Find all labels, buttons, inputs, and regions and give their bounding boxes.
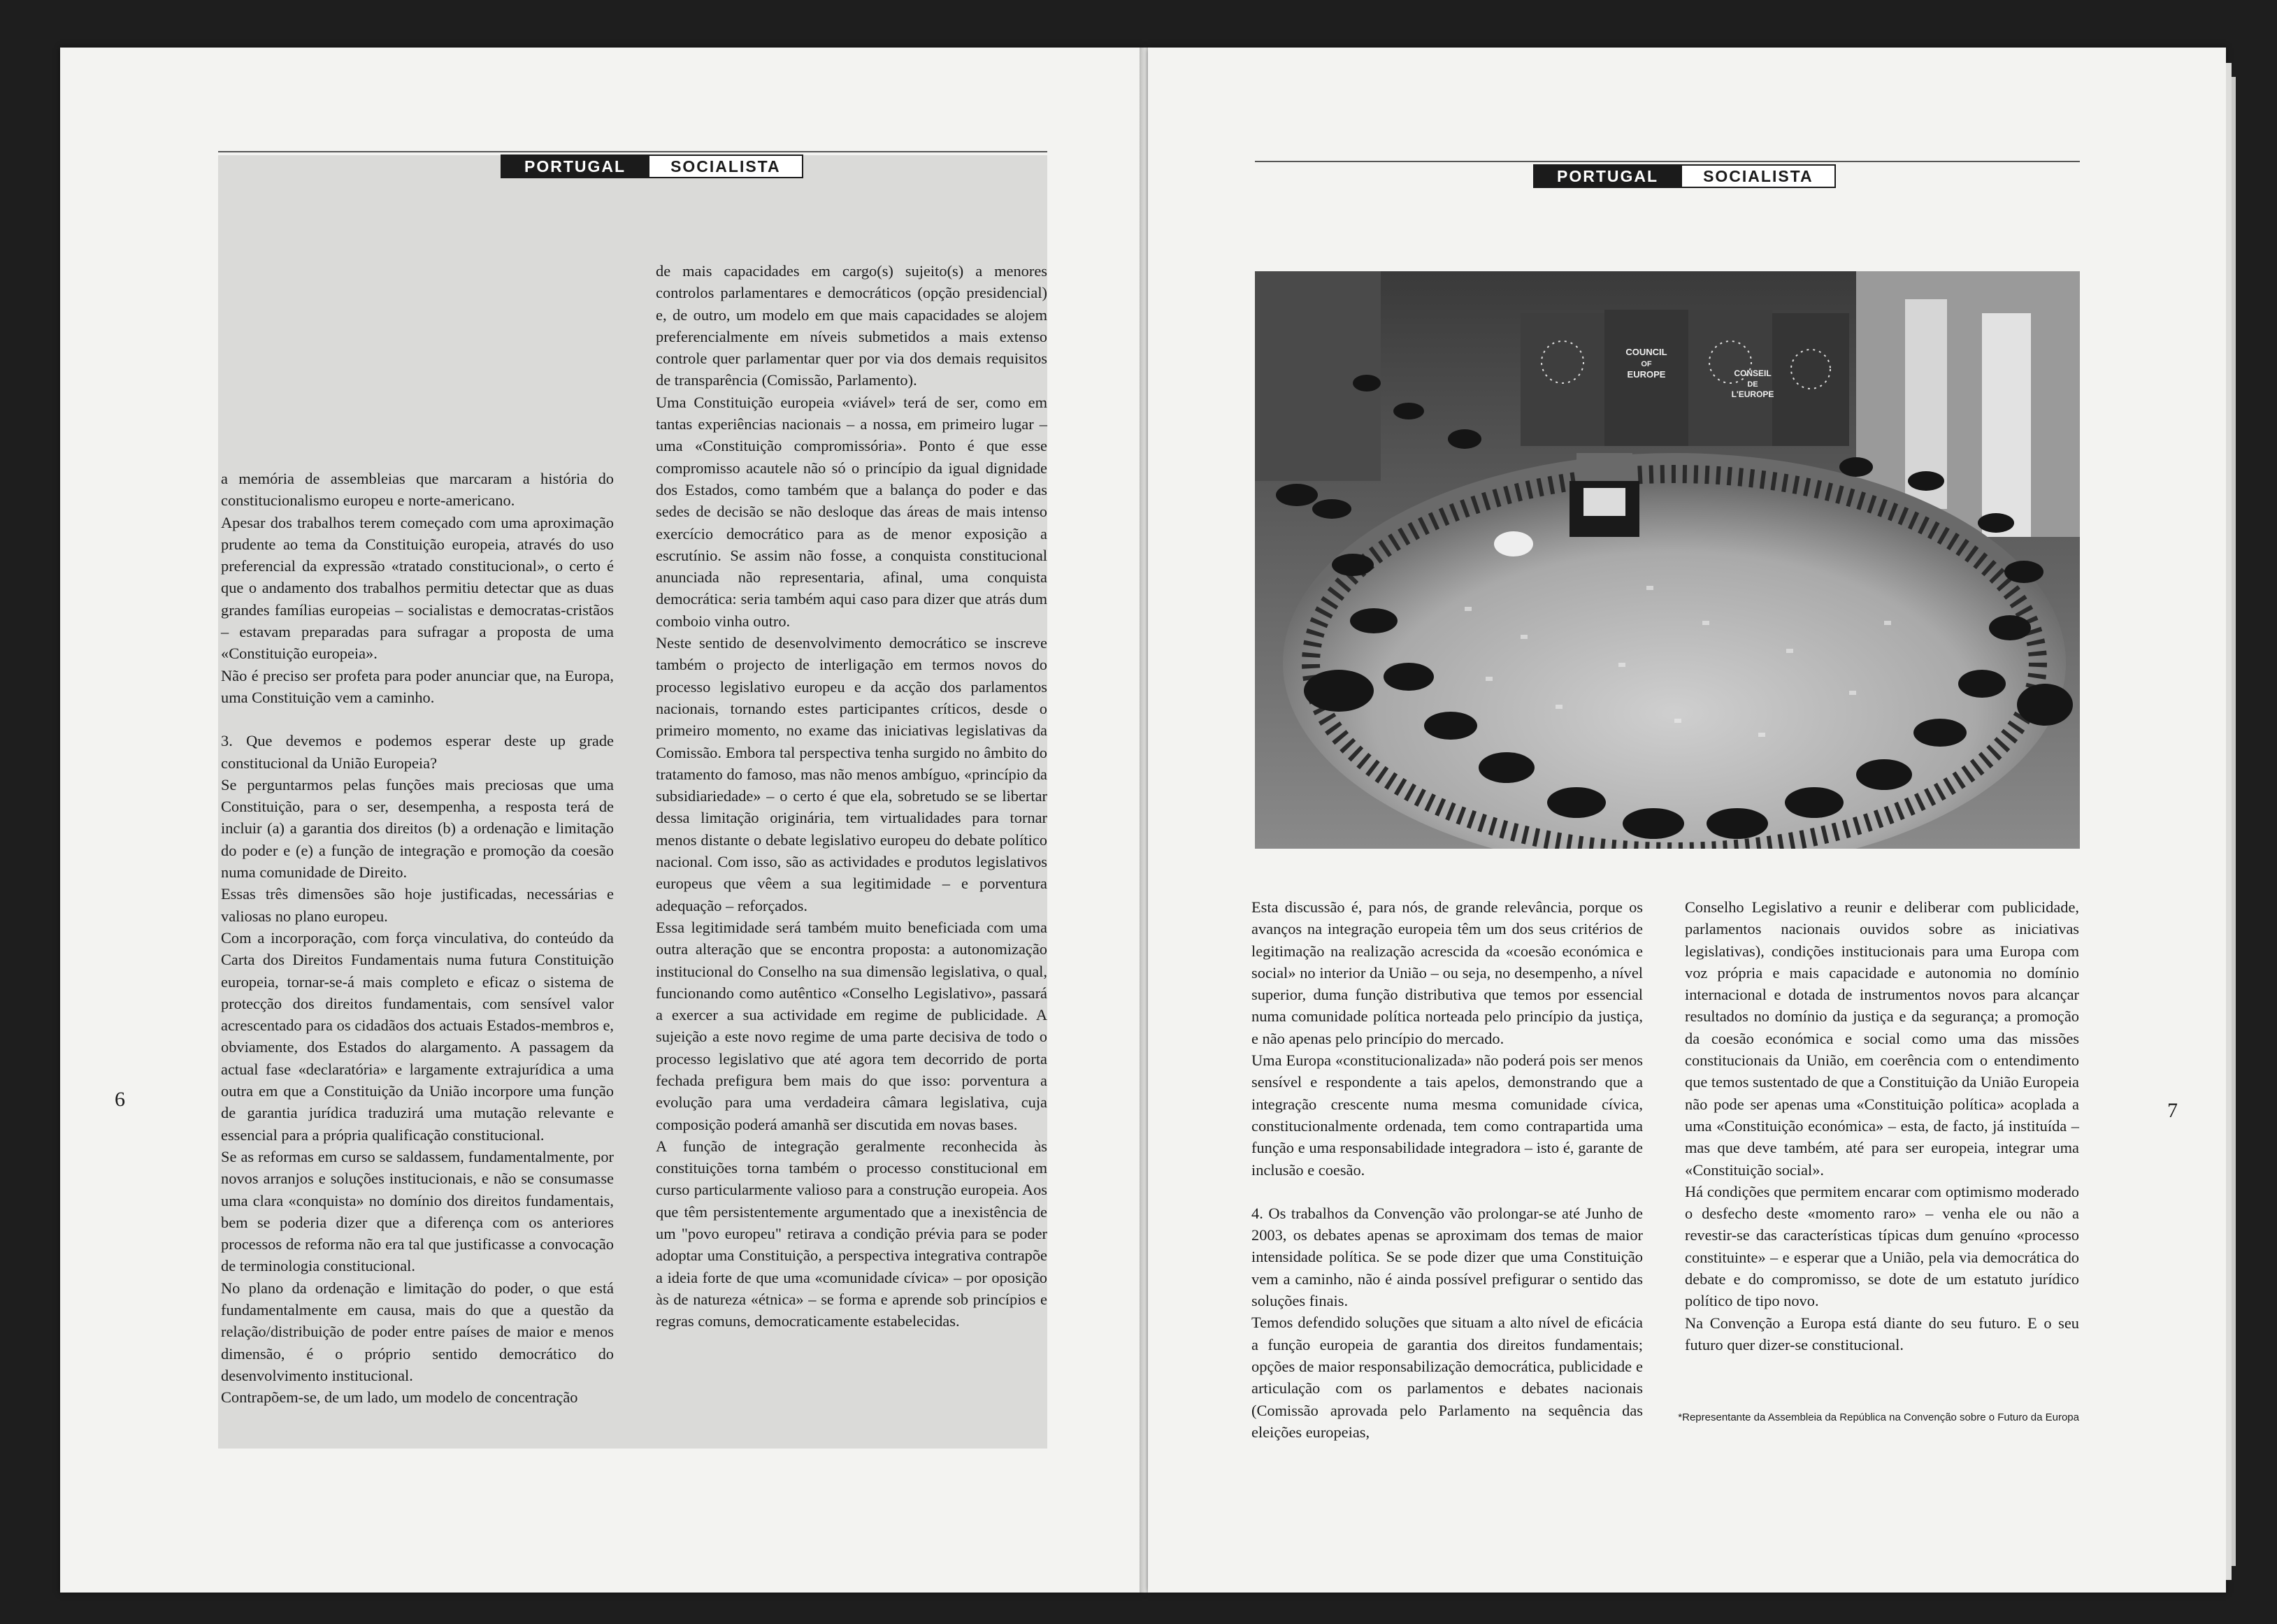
paragraph: Temos defendido soluções que situam a alto nível de eficácia a função europeia de garantia dos direitos fundamentais; opções de maior responsabilização democrática, publicidade e articulação com os parlamentos e debates nacionais (Comissão aprovada pelo Parlamento na sequência das eleições europeias, bbox=[1251, 1314, 1643, 1441]
paragraph: Se perguntarmos pelas funções mais preciosas que uma Constituição, para o ser, desempenha, a resposta terá de incluir (a) a garantia dos direitos (b) a ordenação e limitação do poder e (e) a função de integração e promoção da coesão numa comunidade de Direito. bbox=[221, 775, 614, 882]
paragraph: Não é preciso ser profeta para poder anunciar que, na Europa, uma Constituição vem a caminho. bbox=[221, 666, 614, 706]
paragraph: a memória de assembleias que marcaram a história do constitucionalismo europeu e norte-americano. bbox=[221, 470, 614, 510]
photo-illustration bbox=[1255, 271, 2080, 849]
section-heading: 3. Que devemos e podemos esperar deste up grade constitucional da União Europeia? bbox=[221, 732, 614, 772]
paragraph: A função de integração geralmente reconhecida às constituições torna também o processo constitucional em curso particularmente valioso para a construção europeia. Aos que têm persistentemente argumentado que a inexistência de um "povo europeu" retirava a condição prévia para se poder adoptar uma Constituição, a perspectiva integrativa contrapõe a ideia forte de que uma «comunidade cívica» – por oposição às de natureza «étnica» – se forma e aprende sob princípios e regras comuns, democraticamente estabelecidas. bbox=[656, 1137, 1047, 1330]
banner-text: DE bbox=[1747, 380, 1758, 389]
page-number-right: 7 bbox=[2167, 1099, 2178, 1122]
masthead-socialista: SOCIALISTA bbox=[649, 155, 803, 178]
header-rule bbox=[1255, 161, 2080, 162]
paragraph: Se as reformas em curso se saldassem, fundamentalmente, por novos arranjos e soluções institucionais, e não se consumasse uma clara «conquista» no domínio dos direitos fundamentais, bem se poderia dizer que a diferença com os anteriores processos de reforma não era tal que justificasse a convocação de terminologia constitucional. bbox=[221, 1147, 614, 1275]
right-column-1 bbox=[1251, 896, 1643, 1443]
paragraph: Esta discussão é, para nós, de grande relevância, porque os avanços na integração europeia têm um dos seus critérios de legitimação na realização acrescida da «coesão económica e social» no interior da União – ou seja, no desempenho, a nível superior, duma função distributiva que temos por essencial numa comunidade política norteada pelo princípio da justiça, e não apenas pelo princípio do mercado. bbox=[1251, 898, 1643, 1047]
paragraph: Com a incorporação, com força vinculativa, do conteúdo da Carta dos Direitos Fundamentais numa futura Constituição europeia, tornar-se-á mais completo e eficaz o sistema de protecção dos direitos fundamentais, com sensível valor acrescentado para os cidadãos dos actuais Estados-membros e, obviamente, dos Estados do alargamento. A passagem da actual fase «declaratória» e largamente extrajurídica a uma outra em que a Constituição da União incorpore uma função de garantia jurídica traduzirá uma mutação relevante e essencial para a própria qualificação constitucional. bbox=[221, 928, 614, 1144]
paragraph: Neste sentido de desenvolvimento democrático se inscreve também o projecto de interligação em termos novos do processo legislativo europeu e da acção dos parlamentos nacionais, tornando estes participantes críticos, desde o primeiro momento, no exame das iniciativas legislativas da Comissão. Embora tal perspectiva tenha surgido no âmbito do tratamento do famoso, mas não menos ambíguo, «princípio da subsidiariedade» – o certo é que ela, sobretudo se se libertar dessa limitação originária, tem virtualidades para tornar menos distante o debate legislativo europeu do debate político nacional. Com isso, são as actividades e produtos legislativos europeus que vêem a sua legitimidade – e porventura adequação – reforçados. bbox=[656, 634, 1047, 914]
footnote: *Representante da Assembleia da República na Convenção sobre o Futuro da Europa bbox=[1678, 1411, 2079, 1423]
page-edge bbox=[2226, 63, 2232, 1580]
section-heading: 4. Os trabalhos da Convenção vão prolongar-se até Junho de 2003, os debates apenas se aproximam dos temas de maior intensidade política. Se se pode dizer que uma Constituição vem a caminho, não é ainda possível prefigurar o sentido das soluções finais. bbox=[1251, 1204, 1643, 1310]
paragraph: Essas três dimensões são hoje justificadas, necessárias e valiosas no plano europeu. bbox=[221, 885, 614, 925]
page-number-left: 6 bbox=[115, 1088, 125, 1111]
paragraph: Apesar dos trabalhos terem começado com uma aproximação prudente ao tema da Constituição europeia, através do uso preferencial da expressão «tratado constitucional», o certo é que o andamento dos trabalhos permitiu detectar que as duas grandes famílias europeias – socialistas e democratas-cristãos – estavam preparadas para sufragar a proposta de uma «Constituição europeia». bbox=[221, 513, 614, 663]
header-rule bbox=[218, 151, 1047, 152]
banner-text: EUROPE bbox=[1627, 369, 1666, 380]
paragraph: Uma Constituição europeia «viável» terá de ser, como em tantas experiências nacionais – a nossa, em primeiro lugar – uma «Constituição compromissória». Ponto é que esse compromisso acautele não só o princípio da igual dignidade dos Estados, como também que a balança do poder e das sedes de decisão se não desloque das áreas de mais intenso exercício democrático para as de menor exposição a escrutínio. Se assim não fosse, a conquista constitucional anunciada não representaria, afinal, uma conquista democrática: seria também aqui caso para dizer que atrás dum comboio vinha outro. bbox=[656, 393, 1047, 630]
paragraph: Há condições que permitem encarar com optimismo moderado o desfecho deste «momento raro» – venha ele ou não a revestir-se das características típicas dum genuíno «processo constituinte» – e esperar que a União, pela via democrática do debate e do compromisso, se dote de um estatuto jurídico político de tipo novo. bbox=[1685, 1182, 2079, 1310]
flag-banners bbox=[1521, 310, 1849, 446]
masthead-socialista: SOCIALISTA bbox=[1682, 164, 1836, 188]
paragraph: Contrapõem-se, de um lado, um modelo de concentração bbox=[221, 1388, 578, 1407]
masthead-portugal: PORTUGAL bbox=[501, 155, 649, 178]
paragraph: Uma Europa «constitucionalizada» não poderá pois ser menos sensível e respondente a tais apelos, demonstrando que a integração crescente numa mesma comunidade cívica, constitucionalmente ordenada, tem como contrapartida uma função e uma responsabilidade integradora – isto é, garante de inclusão e coesão. bbox=[1251, 1051, 1643, 1179]
right-column-2 bbox=[1685, 896, 2079, 1356]
banner-text: COUNCIL bbox=[1625, 347, 1667, 357]
banner-text: L'EUROPE bbox=[1731, 389, 1774, 399]
masthead-portugal: PORTUGAL bbox=[1533, 164, 1682, 188]
page-edge bbox=[2232, 77, 2236, 1566]
banner-text: OF bbox=[1641, 360, 1652, 368]
paragraph: Essa legitimidade será também muito beneficiada com uma outra alteração que se encontra proposta: a autonomização institucional do Conselho na sua dimensão legislativa, o qual, funcionando como autêntico «Conselho Legislativo», passará a exercer a sua actividade em regime de publicidade. A sujeição a este novo regime de uma parte decisiva de todo o processo legislativo que até agora tem decorrido de porta fechada prefigura bem mais do que isso: porventura a evolução para uma verdadeira câmara legislativa, cuja composição poderá amanhã ser discutida em novas bases. bbox=[656, 918, 1047, 1133]
event-photo bbox=[1255, 271, 2080, 849]
left-column-1 bbox=[221, 468, 614, 1408]
masthead bbox=[501, 155, 803, 178]
paragraph: Conselho Legislativo a reunir e deliberar com publicidade, parlamentos nacionais ouvidos sobre as iniciativas legislativas), condições institucionais para uma Europa com voz própria e mais capacidade e autonomia no domínio internacional e dotada de instrumentos novos para alcançar resultados no domínio da justiça e da segurança; a promoção da coesão económica e social como uma das missões constitucionais da União, em coerência com o entendimento que temos sustentado de que a Constituição da União Europeia não pode ser apenas uma «Constituição política» acoplada a uma «Constituição económica» – esta, de facto, já instituída – mas que deve também, até para ser europeia, integrar uma «Constituição social». bbox=[1685, 898, 2079, 1179]
masthead bbox=[1533, 164, 1836, 188]
paragraph: Na Convenção a Europa está diante do seu futuro. E o seu futuro quer dizer-se constitucional. bbox=[1685, 1314, 2079, 1353]
left-column-2 bbox=[656, 260, 1047, 1332]
paragraph: No plano da ordenação e limitação do poder, o que está fundamentalmente em causa, mais do que a questão da relação/distribuição de poder entre países de maior e menos dimensão, é o próprio sentido democrático do desenvolvimento institucional. bbox=[221, 1279, 614, 1384]
paragraph: de mais capacidades em cargo(s) sujeito(s) a menores controlos parlamentares e democráticos (opção presidencial) e, de outro, um modelo em que mais capacidades se alojem preferencialmente em níveis submetidos a mais extenso controle quer parlamentar quer por via dos demais requisitos de transparência (Comissão, Parlamento). bbox=[656, 262, 1047, 389]
banner-text: CONSEIL bbox=[1734, 368, 1772, 378]
